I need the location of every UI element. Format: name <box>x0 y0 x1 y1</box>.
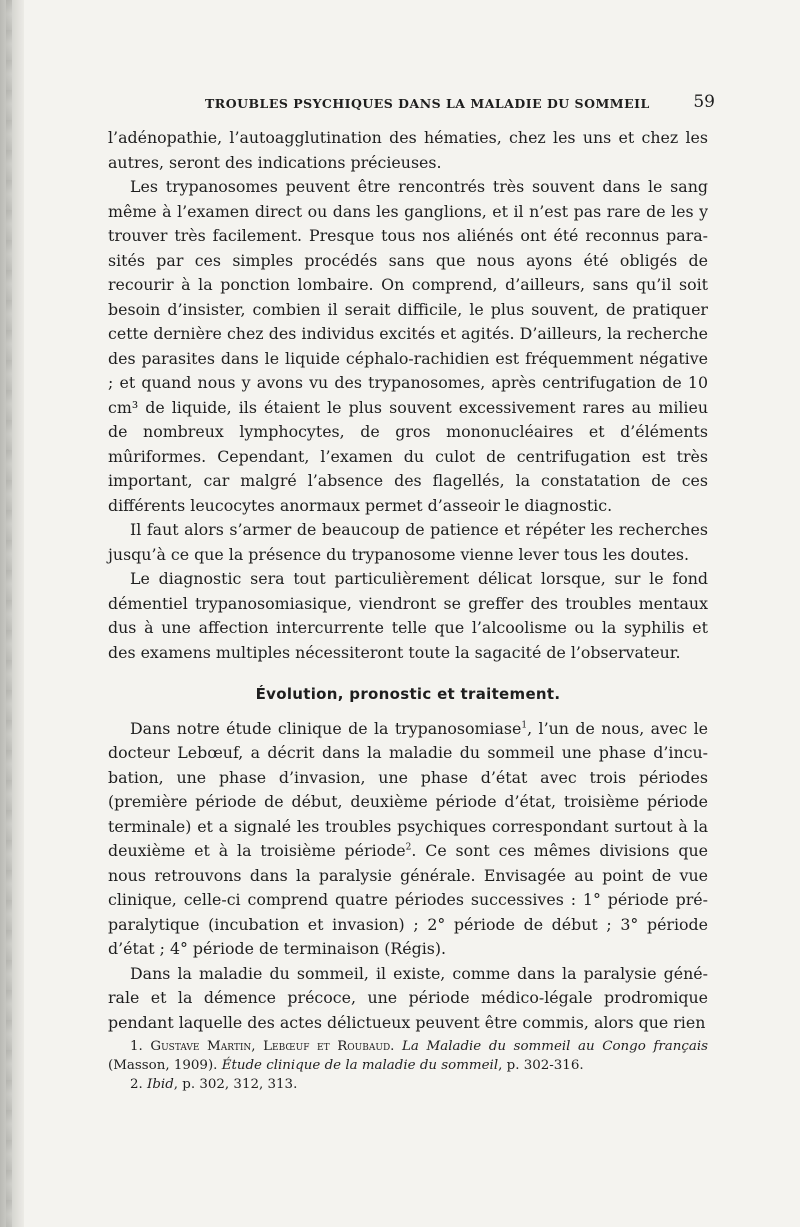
paragraph: Les trypanosomes peuvent être rencontrés très souvent dans le sang même à l’examen direct ou dans les ganglions, et il n’est pas rare de les y trouver très facilement. Presque tous nos aliénés ont été reconnus parasités par ces simples procédés sans que nous ayons été obligés de recourir à la ponction lombaire. On comprend, d’ailleurs, sans qu’il soit besoin d’insister, combien il serait difficile, le plus souvent, de pratiquer cette dernière chez des individus excités et agités. D’ailleurs, la recherche des parasites dans le liquide céphalo-rachidien est fréquemment négative ; et quand nous y avons vu des trypanosomes, après centrifugation de 10 cm³ de liquide, ils étaient le plus souvent excessivement rares au milieu de nombreux lymphocytes, de gros mononucléaires et d’éléments mûriformes. Cependant, l’examen du culot de centrifugation est très important, car malgré l’absence des flagellés, la constatation de ces différents leucocytes anormaux permet d’asseoir le diagnostic. <box>108 177 708 515</box>
paragraph: Dans la maladie du sommeil, il existe, comme dans la paralysie générale et la démence précoce, une période médico-légale prodromique pendant laquelle des actes délictueux peuvent être commis, alors que rien <box>108 963 708 1032</box>
running-title: TROUBLES PSYCHIQUES DANS LA MALADIE DU SOMMEIL <box>205 96 650 111</box>
page-header <box>105 92 715 116</box>
footnote-work: Étude clinique de la maladie du sommeil <box>221 1058 499 1073</box>
footnote-mark: 1 <box>521 720 528 731</box>
paragraph <box>108 717 708 962</box>
footnote-title: La Maladie du sommeil au Congo français <box>402 1039 708 1054</box>
footnote-2 <box>108 1075 708 1094</box>
text-run: , l’un de nous, avec le docteur Lebœuf, a décrit dans la maladie du sommeil une phase d’incubation, une phase d’invasion, une phase d’état avec trois périodes (première période de début, deuxième période d’état, troisième période terminale) et a signalé les troubles psychiques correspondant surtout à la deuxième et à la troisième période <box>108 718 708 860</box>
footnote-publisher: (Masson, 1909). <box>108 1058 222 1073</box>
footnote-pages: , p. 302-316. <box>498 1058 584 1073</box>
footnote-authors: Gustave Martin, Lebœuf et Roubaud. <box>150 1039 395 1054</box>
footnote-mark: 2 <box>405 842 412 853</box>
page-number: 59 <box>693 92 715 112</box>
section-heading: Évolution, pronostic et traitement. <box>255 685 561 703</box>
paragraph: Le diagnostic sera tout particulièrement délicat lorsque, sur le fond démentiel trypanosomiasique, viendront se greffer des troubles mentaux dus à une affection intercurrente telle que l’alcoolisme ou la syphilis et des examens multiples nécessiteront toute la sagacité de l’observateur. <box>108 569 708 662</box>
footnote-ibid: Ibid <box>147 1077 174 1092</box>
footnote-number: 1. <box>130 1039 151 1054</box>
footnote-1 <box>108 1037 708 1075</box>
main-text <box>108 126 708 1035</box>
footnote-pages: , p. 302, 312, 313. <box>173 1077 298 1092</box>
paragraph: Il faut alors s’armer de beaucoup de patience et répéter les recherches jusqu’à ce que la présence du trypanosome vienne lever tous les doutes. <box>108 520 708 564</box>
paragraph: l’adénopathie, l’autoagglutination des hématies, chez les uns et chez les autres, seront des indications précieuses. <box>108 128 708 172</box>
text-run: . Ce sont ces mêmes divisions que nous retrouvons dans la paralysie générale. Envisagée au point de vue clinique, celle-ci comprend quatre périodes successives : 1° période préparalytique (incubation et invasion) ; 2° période de début ; 3° période d’état ; 4° période de terminaison (Régis). <box>108 841 708 958</box>
text-run: Dans notre étude clinique de la trypanosomiase <box>130 718 522 738</box>
page-gutter-shadow <box>0 0 24 1227</box>
footnote-number: 2. <box>130 1077 148 1092</box>
footnotes <box>108 1037 708 1094</box>
